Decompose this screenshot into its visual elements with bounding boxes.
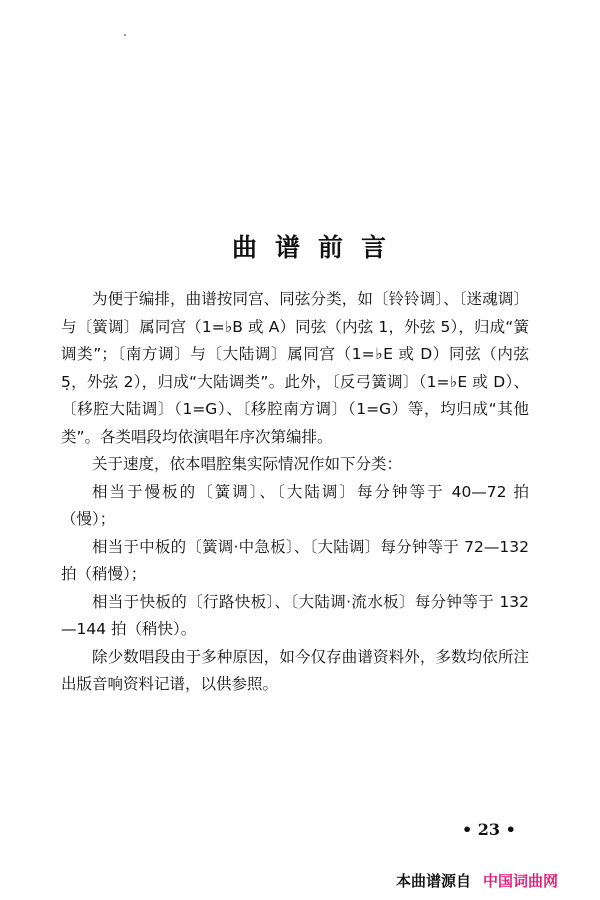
page-number: • 23 • <box>462 820 516 839</box>
paragraph-tempo-medium: 相当于中板的〔簧调·中急板〕、〔大陆调〕每分钟等于 72—132 拍（稍慢）； <box>61 537 529 583</box>
source-label: 本曲谱源自 <box>396 872 472 890</box>
source-watermark <box>396 870 558 891</box>
paragraph-classification: 为便于编排，曲谱按同宫、同弦分类，如〔铃铃调〕、〔迷魂调〕与〔簧调〕属同宫（1=♭B 或 A）同弦（内弦 1，外弦 5），归成“簧调类”；〔南方调〕与〔大陆调〕属同宫（1=♭E 或 D）同弦（内弦 5̣，外弦 2），归成“大陆调类”。此外，〔反弓簧调〕（1=♭E 或 D）、〔移腔大陆调〕（1=G）、〔移腔南方调〕（1=G）等，均归成“其他类”。各类唱段均依演唱年序次第编排。 <box>61 290 529 446</box>
paragraph-tempo-intro: 关于速度，依本唱腔集实际情况作如下分类： <box>92 455 403 473</box>
preface-body <box>61 286 529 699</box>
paragraph-tempo-slow: 相当于慢板的〔簧调〕、〔大陆调〕每分钟等于 40—72 拍（慢）； <box>61 482 529 528</box>
paragraph-sources: 除少数唱段由于多种原因，如今仅存曲谱资料外，多数均依所注出版音响资料记谱，以供参照。 <box>61 647 529 693</box>
source-site-link[interactable]: 中国词曲网 <box>483 872 559 890</box>
paragraph-tempo-fast: 相当于快板的〔行路快板〕、〔大陆调·流水板〕每分钟等于 132—144 拍（稍快）。 <box>61 592 529 638</box>
scan-speck <box>124 34 126 36</box>
page-title: 曲谱前言 <box>231 233 404 262</box>
